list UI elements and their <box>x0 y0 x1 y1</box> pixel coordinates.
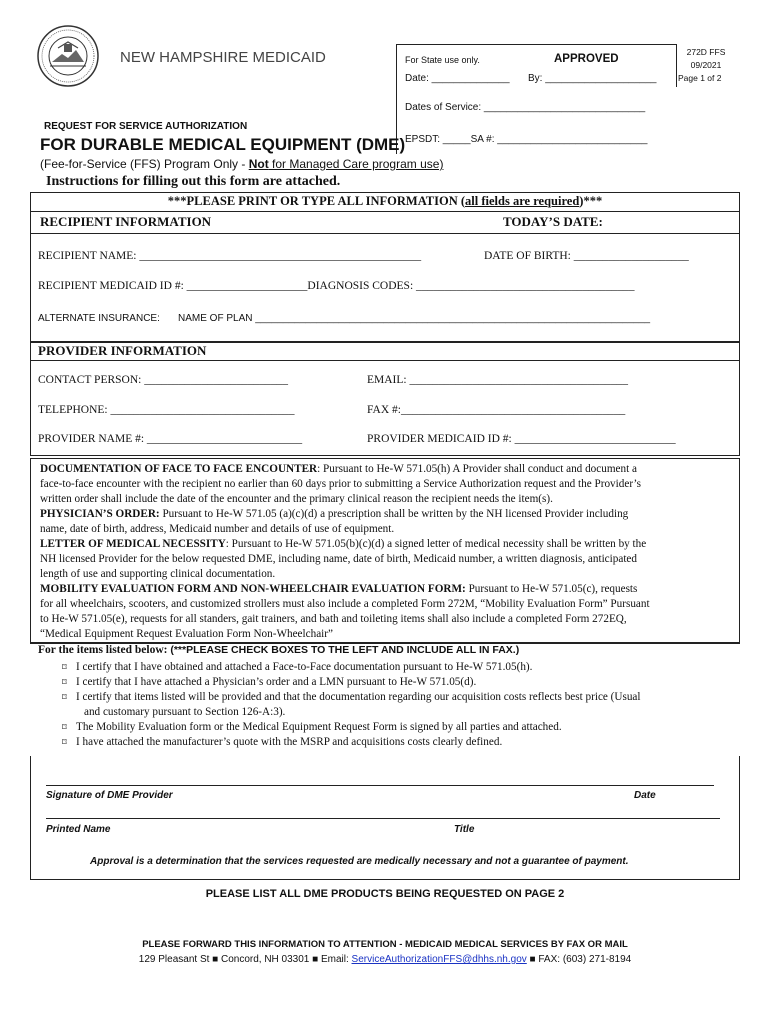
documentation-line: face-to-face encounter with the recipient no earlier than 60 days prior to submitting a Service Authorization request and the Provider’s <box>40 478 641 490</box>
approval-note: Approval is a determination that the services requested are medically necessary and not a guarantee of payment. <box>90 856 629 867</box>
documentation-line: written order shall include the date of the encounter and the primary clinical reason the recipient needs the item(s). <box>40 493 553 505</box>
fax-field[interactable]: FAX #:_______________________________________ <box>367 404 626 416</box>
documentation-line: “Medical Equipment Request Evaluation Form Non-Wheelchair” <box>40 628 333 640</box>
documentation-line: length of use and supporting clinical documentation. <box>40 568 276 580</box>
checkbox-icon[interactable]: ⌑ <box>62 663 67 673</box>
forward-note: PLEASE FORWARD THIS INFORMATION TO ATTENTION - MEDICAID MEDICAL SERVICES BY FAX OR MAIL <box>142 939 628 950</box>
date-of-birth-field[interactable]: DATE OF BIRTH: ____________________ <box>484 250 689 262</box>
signature-label: Signature of DME Provider <box>46 790 173 801</box>
dates-of-service-field[interactable]: Dates of Service: _____________________________ <box>405 102 646 113</box>
state-use-label: For State use only. <box>405 55 480 65</box>
checkbox-icon[interactable]: ⌑ <box>62 678 67 688</box>
checklist-item: ⌑ I certify that items listed will be provided and that the documentation regarding our acquisition costs reflects best price (Usual <box>62 690 641 706</box>
email-link[interactable]: ServiceAuthorizationFFS@dhhs.nh.gov <box>351 954 527 965</box>
page2-note: PLEASE LIST ALL DME PRODUCTS BEING REQUESTED ON PAGE 2 <box>205 888 565 900</box>
request-label: REQUEST FOR SERVICE AUTHORIZATION <box>44 121 248 132</box>
signature-date-label: Date <box>634 790 656 801</box>
printed-name-line[interactable] <box>46 818 720 819</box>
documentation-line: NH licensed Provider for the below requested DME, including name, date of birth, Medicaid number, a written diagnosis, anticipated <box>40 553 637 565</box>
approved-label: APPROVED <box>554 53 619 65</box>
provider-heading: PROVIDER INFORMATION <box>38 343 207 358</box>
agency-name: NEW HAMPSHIRE MEDICAID <box>120 49 326 66</box>
recipient-medicaid-id-field[interactable]: RECIPIENT MEDICAID ID #: _____________________DIAGNOSIS CODES: ______________________________________ <box>38 280 635 292</box>
form-number: 272D FFS <box>686 47 726 57</box>
page-number: Page 1 of 2 <box>678 73 722 83</box>
checklist-item: ⌑ I certify that I have obtained and attached a Face-to-Face documentation pursuant to He-W 571.05(h). <box>62 660 532 676</box>
approval-date-field[interactable]: Date: ______________ <box>405 73 510 84</box>
contact-person-field[interactable]: CONTACT PERSON: _________________________ <box>38 374 288 386</box>
recipient-name-field[interactable]: RECIPIENT NAME: _________________________________________________ <box>38 250 422 262</box>
print-notice: ***PLEASE PRINT OR TYPE ALL INFORMATION (all fields are required)*** <box>167 194 603 208</box>
checklist-intro: For the items listed below: (***PLEASE CHECK BOXES TO THE LEFT AND INCLUDE ALL IN FAX.) <box>38 644 520 656</box>
signature-line[interactable] <box>46 785 714 786</box>
state-seal-logo <box>36 24 100 88</box>
instructions-note: Instructions for filling out this form are attached. <box>46 174 341 189</box>
documentation-line: DOCUMENTATION OF FACE TO FACE ENCOUNTER: Pursuant to He-W 571.05(h) A Provider shall conduct and document a <box>40 463 637 475</box>
checklist-item-continuation: and customary pursuant to Section 126-A:3). <box>84 706 286 718</box>
checkbox-icon[interactable]: ⌑ <box>62 738 67 748</box>
approved-by-field[interactable]: By: ____________________ <box>528 73 657 84</box>
provider-name-field[interactable]: PROVIDER NAME #: ___________________________ <box>38 433 303 445</box>
todays-date-label: TODAY’S DATE: <box>503 214 603 229</box>
form-title: FOR DURABLE MEDICAL EQUIPMENT (DME) <box>40 135 406 154</box>
telephone-field[interactable]: TELEPHONE: ________________________________ <box>38 404 295 416</box>
plan-name-field[interactable]: NAME OF PLAN _______________________________________________________________________ <box>178 313 651 324</box>
checklist-item: ⌑ I certify that I have attached a Physician’s order and a LMN pursuant to He-W 571.05(d). <box>62 675 476 691</box>
checkbox-icon[interactable]: ⌑ <box>62 723 67 733</box>
documentation-line: name, date of birth, address, Medicaid number and details of use of equipment. <box>40 523 395 535</box>
checklist-item: ⌑ The Mobility Evaluation form or the Medical Equipment Request Form is signed by all parties and attached. <box>62 720 562 736</box>
alternate-insurance-label: ALTERNATE INSURANCE: <box>38 313 160 324</box>
epsdt-sa-field[interactable]: EPSDT: _____SA #: ___________________________ <box>405 134 648 145</box>
form-main-box <box>30 192 740 456</box>
documentation-line: for all wheelchairs, scooters, and customized strollers must also include a completed Form 272M, “Mobility Evaluation Form” Pursuant <box>40 598 650 610</box>
checkbox-icon[interactable]: ⌑ <box>62 693 67 703</box>
provider-medicaid-id-field[interactable]: PROVIDER MEDICAID ID #: ____________________________ <box>367 433 676 445</box>
contact-address: 129 Pleasant St ■ Concord, NH 03301 ■ Email: ServiceAuthorizationFFS@dhhs.nh.gov ■ FAX: (603) 271-8194 <box>138 954 632 965</box>
title-label: Title <box>454 824 475 835</box>
form-subtitle: (Fee-for-Service (FFS) Program Only - Not for Managed Care program use) <box>40 157 444 171</box>
documentation-line: MOBILITY EVALUATION FORM AND NON-WHEELCHAIR EVALUATION FORM: Pursuant to He-W 571.05(c), requests <box>40 583 638 595</box>
documentation-line: to He-W 571.05(e), requests for all standers, gait trainers, and bath and toileting items shall also include a completed Form 272EQ, <box>40 613 627 625</box>
documentation-line: PHYSICIAN’S ORDER: Pursuant to He-W 571.05 (a)(c)(d) a prescription shall be written by the NH licensed Provider including <box>40 508 629 520</box>
documentation-line: LETTER OF MEDICAL NECESSITY: Pursuant to He-W 571.05(b)(c)(d) a signed letter of medical necessity shall be written by the <box>40 538 647 550</box>
recipient-heading: RECIPIENT INFORMATION <box>40 214 212 229</box>
not-emphasis: Not <box>248 157 269 171</box>
form-date: 09/2021 <box>690 60 722 70</box>
printed-name-label: Printed Name <box>46 824 111 835</box>
state-use-box <box>396 44 676 154</box>
email-field[interactable]: EMAIL: ______________________________________ <box>367 374 628 386</box>
checklist-item: ⌑ I have attached the manufacturer’s quote with the MSRP and acquisitions costs clearly defined. <box>62 735 502 751</box>
